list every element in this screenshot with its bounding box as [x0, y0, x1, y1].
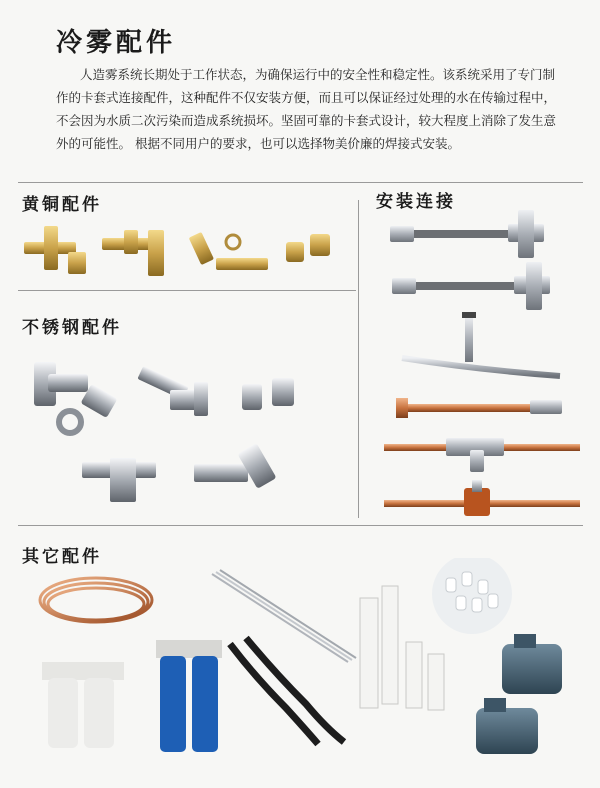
section-title-other: 其它配件	[22, 547, 102, 567]
divider-bottom	[18, 525, 583, 526]
page-title: 冷雾配件	[56, 28, 177, 58]
divider-vertical	[358, 200, 359, 518]
installation-photo	[380, 208, 590, 520]
other-accessories-photo	[26, 558, 586, 780]
section-title-install: 安装连接	[376, 192, 456, 212]
section-title-stainless: 不锈钢配件	[22, 318, 122, 338]
divider-top	[18, 182, 583, 183]
section-title-brass: 黄铜配件	[22, 195, 102, 215]
stainless-fittings-photo	[20, 346, 340, 516]
divider-middle	[18, 290, 356, 291]
brass-fittings-photo	[20, 216, 340, 284]
intro-paragraph: 人造雾系统长期处于工作状态，为确保运行中的安全性和稳定性。该系统采用了专门制作的卡套式连接配件，这种配件不仅安装方便，而且可以保证经过处理的水在传输过程中，不会因为水质二次污染而造成系统损坏。坚固可靠的卡套式设计，较大程度上消除了发生意外的可能性。 根据不同用户的要求，也可以选择物美价廉的焊接式安装。	[56, 67, 557, 151]
